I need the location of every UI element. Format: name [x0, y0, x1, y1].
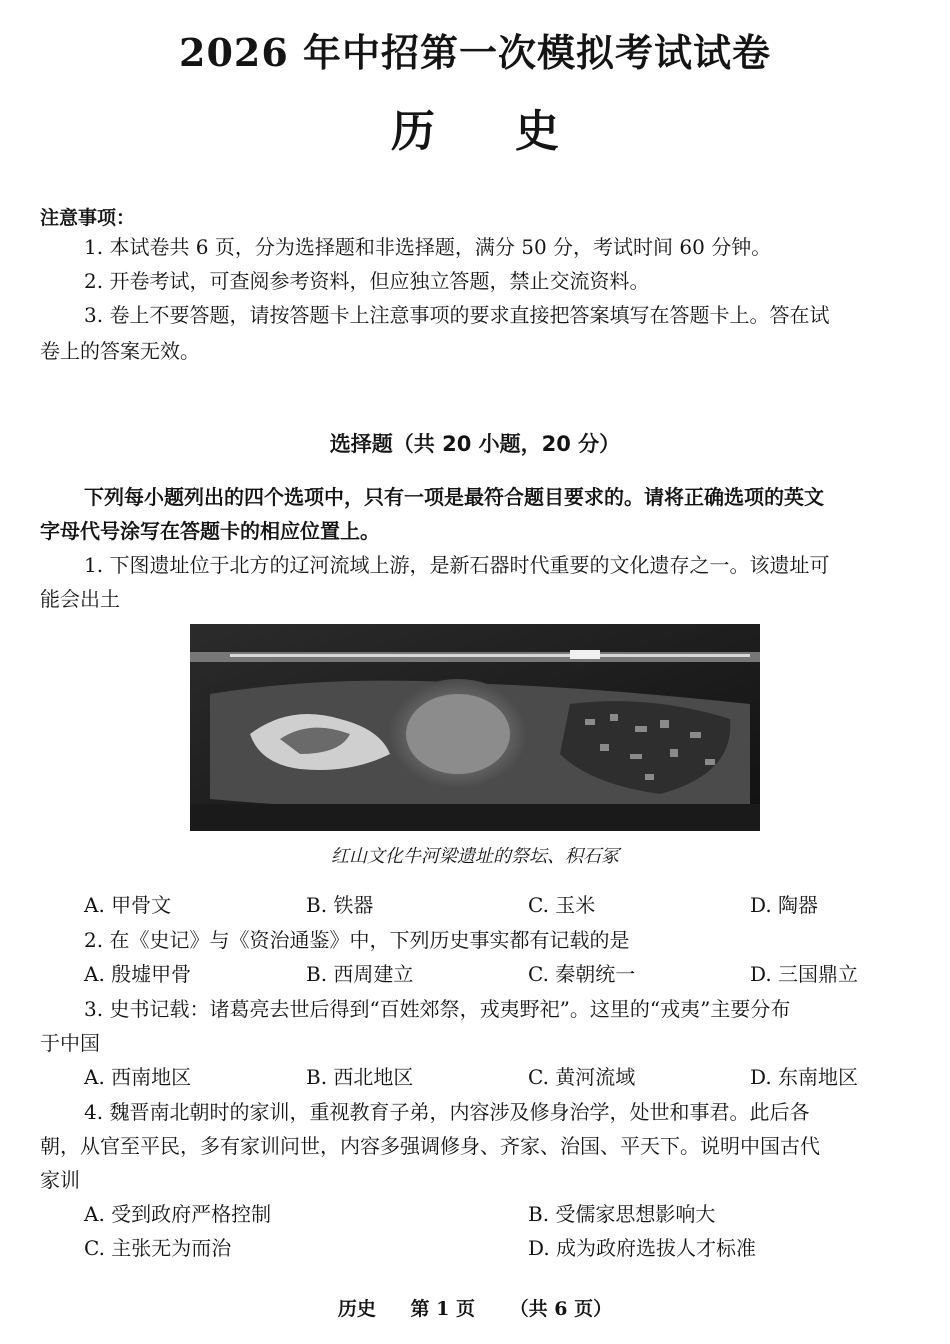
site-photo-image [190, 624, 760, 831]
q2-option-a: A. 殷墟甲骨 [84, 962, 192, 986]
q2-option-d: D. 三国鼎立 [750, 962, 859, 986]
notice-heading: 注意事项： [40, 207, 136, 229]
q3-option-a: A. 西南地区 [84, 1065, 192, 1089]
notice-item-2: 2. 开卷考试，可查阅参考资料，但应独立答题，禁止交流资料。 [84, 269, 650, 293]
q3-stem-2: 于中国 [40, 1031, 100, 1055]
q1-option-c: C. 玉米 [528, 893, 596, 917]
q4-option-c: C. 主张无为而治 [84, 1236, 232, 1260]
photo-caption: 红山文化牛河梁遗址的祭坛、积石冢 [331, 846, 619, 867]
section-instruction-2: 字母代号涂写在答题卡的相应位置上。 [40, 519, 380, 543]
q1-option-d: D. 陶器 [750, 893, 819, 917]
q3-option-b: B. 西北地区 [306, 1065, 414, 1089]
footer-page-number: 第 1 页 [410, 1298, 475, 1320]
q2-option-b: B. 西周建立 [306, 962, 414, 986]
q1-option-b: B. 铁器 [306, 893, 374, 917]
q4-option-a: A. 受到政府严格控制 [84, 1202, 272, 1226]
subject-title: 历史 [391, 106, 639, 157]
notice-item-3: 3. 卷上不要答题，请按答题卡上注意事项的要求直接把答案填写在答题卡上。答在试 [84, 303, 830, 327]
q1-option-a: A. 甲骨文 [84, 893, 172, 917]
q4-option-b: B. 受儒家思想影响大 [528, 1202, 716, 1226]
q2-stem: 2. 在《史记》与《资治通鉴》中，下列历史事实都有记载的是 [84, 928, 630, 952]
q3-option-c: C. 黄河流域 [528, 1065, 636, 1089]
q1-stem-2: 能会出土 [40, 587, 120, 611]
notice-item-1: 1. 本试卷共 6 页，分为选择题和非选择题，满分 50 分，考试时间 60 分钟。 [84, 235, 772, 259]
footer-total-pages: （共 6 页） [509, 1298, 613, 1320]
site-photo [190, 624, 760, 831]
q4-stem-2: 朝，从官至平民，多有家训问世，内容多强调修身、齐家、治国、平天下。说明中国古代 [40, 1134, 820, 1158]
q3-option-d: D. 东南地区 [750, 1065, 859, 1089]
q3-stem-1: 3. 史书记载：诸葛亮去世后得到“百姓郊祭，戎夷野祀”。这里的“戎夷”主要分布 [84, 997, 791, 1021]
section-title: 选择题（共 20 小题，20 分） [329, 432, 621, 456]
page-footer [0, 1294, 950, 1321]
q2-option-c: C. 秦朝统一 [528, 962, 636, 986]
exam-title: 2026 年中招第一次模拟考试试卷 [179, 30, 771, 75]
q1-stem-1: 1. 下图遗址位于北方的辽河流域上游，是新石器时代重要的文化遗存之一。该遗址可 [84, 553, 830, 577]
footer-subject: 历史 [337, 1298, 376, 1320]
section-instruction-1: 下列每小题列出的四个选项中，只有一项是最符合题目要求的。请将正确选项的英文 [84, 485, 824, 509]
notice-item-3-cont: 卷上的答案无效。 [40, 339, 200, 363]
q4-stem-1: 4. 魏晋南北朝时的家训，重视教育子弟，内容涉及修身治学，处世和事君。此后各 [84, 1100, 810, 1124]
q4-stem-3: 家训 [40, 1168, 80, 1192]
q4-option-d: D. 成为政府选拔人才标准 [528, 1236, 757, 1260]
